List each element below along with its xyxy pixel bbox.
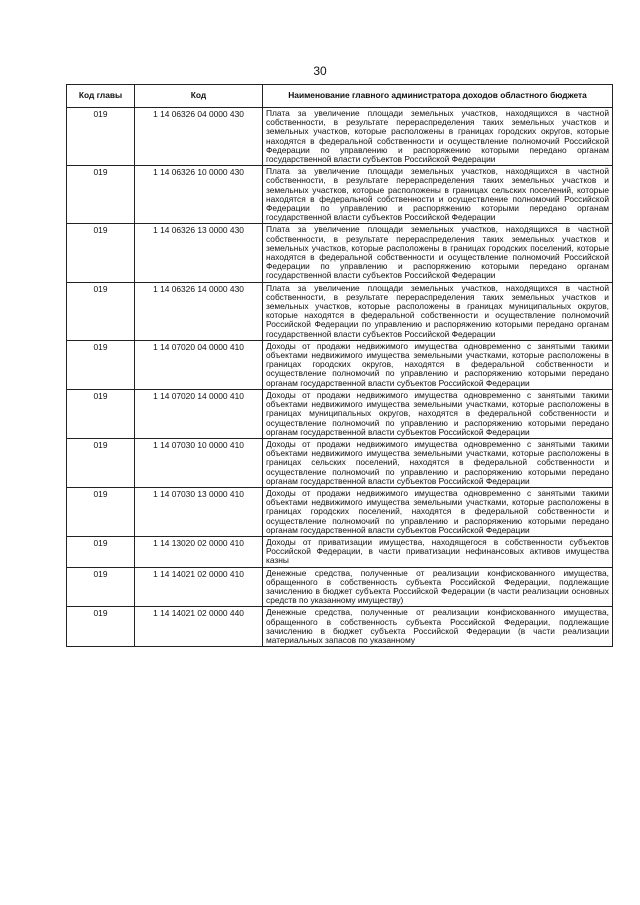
cell-administrator-name: Доходы от приватизации имущества, находящегося в собственности субъектов Российской Федерации, в части приватизации нефинансовых активов имущества казны (263, 536, 613, 567)
table-row (67, 536, 613, 567)
cell-chapter-code: 019 (67, 438, 135, 487)
table-row (67, 282, 613, 340)
cell-revenue-code: 1 14 06326 04 0000 430 (135, 108, 263, 166)
table-row (67, 389, 613, 438)
table-row (67, 487, 613, 536)
table-row (67, 567, 613, 607)
cell-revenue-code: 1 14 07030 10 0000 410 (135, 438, 263, 487)
cell-administrator-name: Доходы от продажи недвижимого имущества одновременно с занятыми такими объектами недвижимого имущества земельными участками, которые расположены в границах городских поселений, находятся в федеральной собственности и осуществление полномочий по управлению и распоряжению которыми передано органам государственной власти субъектов Российской Федерации (263, 487, 613, 536)
cell-chapter-code: 019 (67, 282, 135, 340)
cell-administrator-name: Плата за увеличение площади земельных участков, находящихся в частной собственности, в результате перераспределения таких земельных участков и земельных участков, которые расположены в границах городских поселений, которые находятся в федеральной собственности и осуществление полномочий Российской Федерации по управлению и распоряжению которыми передано органам государственной власти субъектов Российской Федерации (263, 224, 613, 282)
table-row (67, 438, 613, 487)
cell-revenue-code: 1 14 14021 02 0000 410 (135, 567, 263, 607)
cell-chapter-code: 019 (67, 389, 135, 438)
cell-revenue-code: 1 14 07020 14 0000 410 (135, 389, 263, 438)
cell-revenue-code: 1 14 07030 13 0000 410 (135, 487, 263, 536)
cell-chapter-code: 019 (67, 224, 135, 282)
cell-chapter-code: 019 (67, 607, 135, 647)
table-row (67, 108, 613, 166)
cell-chapter-code: 019 (67, 536, 135, 567)
cell-chapter-code: 019 (67, 166, 135, 224)
header-administrator-name: Наименование главного администратора доходов областного бюджета (263, 85, 613, 108)
table-row (67, 340, 613, 389)
table-header-row (67, 85, 613, 108)
cell-revenue-code: 1 14 06326 13 0000 430 (135, 224, 263, 282)
cell-chapter-code: 019 (67, 567, 135, 607)
cell-chapter-code: 019 (67, 108, 135, 166)
cell-revenue-code: 1 14 06326 14 0000 430 (135, 282, 263, 340)
page-number: 30 (313, 64, 327, 78)
header-code: Код (135, 85, 263, 108)
cell-revenue-code: 1 14 06326 10 0000 430 (135, 166, 263, 224)
cell-administrator-name: Денежные средства, полученные от реализации конфискованного имущества, обращенного в собственность субъекта Российской Федерации, подлежащие зачислению в бюджет субъекта Российской Федерации (в части реализации основных средств по указанному имуществу) (263, 567, 613, 607)
cell-revenue-code: 1 14 14021 02 0000 440 (135, 607, 263, 647)
revenue-administrators-table (66, 84, 613, 647)
cell-administrator-name: Плата за увеличение площади земельных участков, находящихся в частной собственности, в результате перераспределения таких земельных участков и земельных участков, которые расположены в границах городских округов, которые находятся в федеральной собственности и осуществление полномочий Российской Федерации по управлению и распоряжению которыми передано органам государственной власти субъектов Российской Федерации (263, 108, 613, 166)
table-row (67, 224, 613, 282)
cell-chapter-code: 019 (67, 487, 135, 536)
header-chapter-code: Код главы (67, 85, 135, 108)
cell-administrator-name: Доходы от продажи недвижимого имущества одновременно с занятыми такими объектами недвижимого имущества земельными участками, которые расположены в границах сельских поселений, находятся в федеральной собственности и осуществление полномочий по управлению и распоряжению которыми передано органам государственной власти субъектов Российской Федерации (263, 438, 613, 487)
table-body (67, 108, 613, 647)
cell-administrator-name: Доходы от продажи недвижимого имущества одновременно с занятыми такими объектами недвижимого имущества земельными участками, которые расположены в границах городских округов, находятся в федеральной собственности и осуществление полномочий по управлению и распоряжению которыми передано органам государственной власти субъектов Российской Федерации (263, 340, 613, 389)
table-row (67, 166, 613, 224)
cell-administrator-name: Плата за увеличение площади земельных участков, находящихся в частной собственности, в результате перераспределения таких земельных участков и земельных участков, которые расположены в границах сельских поселений, которые находятся в федеральной собственности и осуществление полномочий Российской Федерации по управлению и распоряжению которыми передано органам государственной власти субъектов Российской Федерации (263, 166, 613, 224)
cell-administrator-name: Доходы от продажи недвижимого имущества одновременно с занятыми такими объектами недвижимого имущества земельными участками, которые расположены в границах муниципальных округов, находятся в федеральной собственности и осуществление полномочий по управлению и распоряжению которыми передано органам государственной власти субъектов Российской Федерации (263, 389, 613, 438)
cell-administrator-name: Плата за увеличение площади земельных участков, находящихся в частной собственности, в результате перераспределения таких земельных участков и земельных участков, которые расположены в границах муниципальных округов, которые находятся в федеральной собственности и осуществление полномочий Российской Федерации по управлению и распоряжению которыми передано органам государственной власти субъектов Российской Федерации (263, 282, 613, 340)
cell-administrator-name: Денежные средства, полученные от реализации конфискованного имущества, обращенного в собственность субъекта Российской Федерации, подлежащие зачислению в бюджет субъекта Российской Федерации (в части реализации материальных запасов по указанному (263, 607, 613, 647)
table-row (67, 607, 613, 647)
cell-revenue-code: 1 14 07020 04 0000 410 (135, 340, 263, 389)
cell-chapter-code: 019 (67, 340, 135, 389)
cell-revenue-code: 1 14 13020 02 0000 410 (135, 536, 263, 567)
